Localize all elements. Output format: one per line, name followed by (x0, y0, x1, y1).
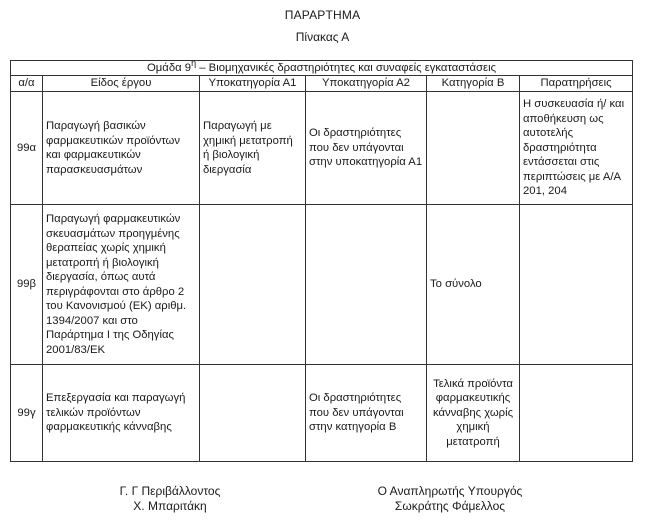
column-header-row (11, 76, 633, 92)
table-subtitle: Πίνακας Α (295, 30, 350, 44)
row-number: 99α (11, 92, 43, 205)
subcategory-a1-cell (200, 365, 306, 462)
table-row (11, 365, 633, 462)
row-number: 99β (11, 205, 43, 365)
signature-left-title: Γ. Γ Περιβάλλοντος (119, 484, 221, 498)
notes-cell: Η συσκευασία ή/ και αποθήκευση ως αυτοτελής δραστηριότητα εντάσσεται στις περιπτώσεις με Α/Α 201, 204 (520, 92, 633, 205)
column-header-type: Είδος έργου (43, 76, 200, 92)
subcategory-a2-cell: Οι δραστηριότητες που δεν υπάγονται στην κατηγορία Β (306, 365, 427, 462)
column-header-a2: Υποκατηγορία Α2 (306, 76, 427, 92)
category-b-cell: Τελικά προϊόντα φαρμακευτικής κάνναβης χωρίς χημική μετατροπή (427, 365, 520, 462)
group-header (11, 57, 633, 76)
subcategory-a2-cell: Οι δραστηριότητες που δεν υπάγονται στην υποκατηγορία Α1 (306, 92, 427, 205)
group-prefix: Ομάδα 9 (147, 61, 192, 74)
annex-title: ΠΑΡΑΡΤΗΜΑ (284, 8, 361, 22)
table-row (11, 92, 633, 205)
signature-right (350, 484, 550, 514)
subcategory-a2-cell (306, 205, 427, 365)
group-suffix: – Βιομηχανικές δραστηριότητες και συναφείς εγκαταστάσεις (196, 61, 497, 74)
table-row (11, 205, 633, 365)
subcategory-a1-cell (200, 205, 306, 365)
signature-left-name: Χ. Μπαριτάκη (133, 499, 207, 513)
column-header-b: Κατηγορία Β (427, 76, 520, 92)
signature-right-title: Ο Αναπληρωτής Υπουργός (377, 484, 523, 498)
category-b-cell: Το σύνολο (427, 205, 520, 365)
project-type-cell: Παραγωγή φαρμακευτικών σκευασμάτων προηγμένης θεραπείας χωρίς χημική μετατροπή ή βιολογική διεργασία, όπως αυτά περιγράφονται στο άρθρο 2 του Κανονισμού (ΕΚ) αριθμ. 1394/2007 και στο Παράρτημα Ι της Οδηγίας 2001/83/ΕΚ (43, 205, 200, 365)
group-header-row (11, 61, 633, 76)
column-header-aa: α/α (11, 76, 43, 92)
column-header-notes: Παρατηρήσεις (520, 76, 633, 92)
group-superscript: η (191, 57, 197, 68)
subcategory-a1-cell: Παραγωγή με χημική μετατροπή ή βιολογική διεργασία (200, 92, 306, 205)
project-type-cell: Παραγωγή βασικών φαρμακευτικών προϊόντων και φαρμακευτικών παρασκευασμάτων (43, 92, 200, 205)
signature-right-name: Σωκράτης Φάμελλος (394, 499, 506, 513)
row-number: 99γ (11, 365, 43, 462)
column-header-a1: Υποκατηγορία Α1 (200, 76, 306, 92)
notes-cell (520, 205, 633, 365)
project-type-cell: Επεξεργασία και παραγωγή τελικών προϊόντων φαρμακευτικής κάνναβης (43, 365, 200, 462)
category-b-cell (427, 92, 520, 205)
signature-left (80, 484, 260, 514)
notes-cell (520, 365, 633, 462)
activities-table (10, 57, 633, 462)
